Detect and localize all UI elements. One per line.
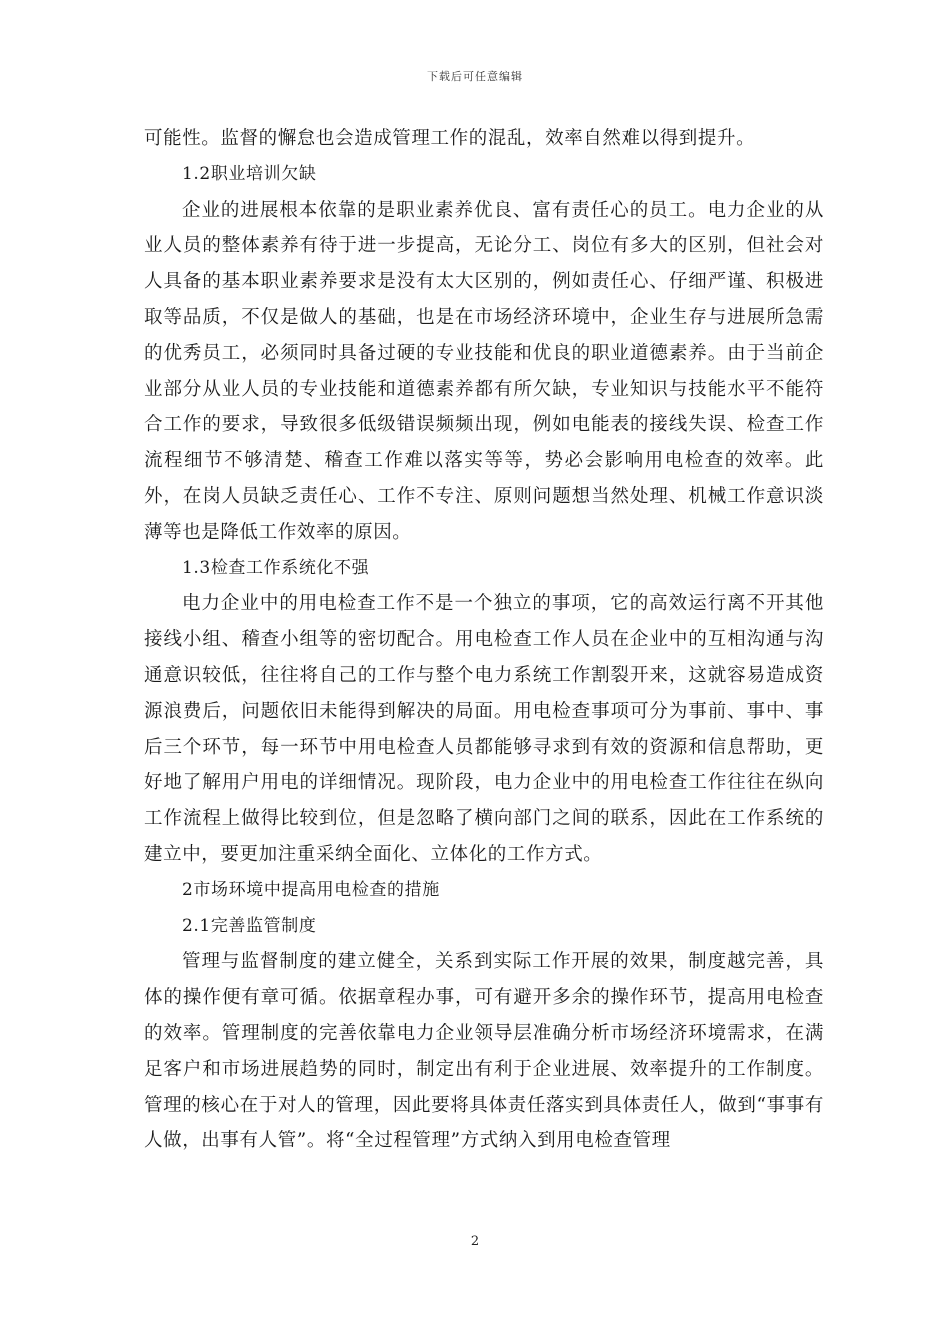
section-heading-1-3: 1.3检查工作系统化不强 xyxy=(182,557,370,578)
paragraph-system: 电力企业中的用电检查工作不是一个独立的事项，它的高效运行离不开其他接线小组、稽查小组等的密切配合。用电检查工作人员在企业中的互相沟通与沟通意识较低，往往将自己的工作与整个电力系统工作割裂开来，这就容易造成资源浪费后，问题依旧未能得到解决的局面。用电检查事项可分为事前、事中、事后三个环节，每一环节中用电检查人员都能够寻求到有效的资源和信息帮助，更好地了解用户用电的详细情况。现阶段，电力企业中的用电检查工作往往在纵向工作流程上做得比较到位，但是忽略了横向部门之间的联系，因此在工作系统的建立中，要更加注重采纳全面化、立体化的工作方式。 xyxy=(144,593,824,865)
paragraph-training: 企业的进展根本依靠的是职业素养优良、富有责任心的员工。电力企业的从业人员的整体素养有待于进一步提高，无论分工、岗位有多大的区别，但社会对人具备的基本职业素养要求是没有太大区别的，例如责任心、仔细严谨、积极进取等品质，不仅是做人的基础，也是在市场经济环境中，企业生存与进展所急需的优秀员工，必须同时具备过硬的专业技能和优良的职业道德素养。由于当前企业部分从业人员的专业技能和道德素养都有所欠缺，专业知识与技能水平不能符合工作的要求，导致很多低级错误频频出现，例如电能表的接线失误、检查工作流程细节不够清楚、稽查工作难以落实等等，势必会影响用电检查的效率。此外，在岗人员缺乏责任心、工作不专注、原则问题想当然处理、机械工作意识淡薄等也是降低工作效率的原因。 xyxy=(144,199,824,543)
paragraph-continuation: 可能性。监督的懈怠也会造成管理工作的混乱，效率自然难以得到提升。 xyxy=(144,128,756,149)
header-note: 下载后可任意编辑 xyxy=(427,70,523,83)
section-heading-2-1: 2.1完善监管制度 xyxy=(182,915,317,936)
section-heading-2: 2市场环境中提高用电检查的措施 xyxy=(182,879,440,900)
section-heading-1-2: 1.2职业培训欠缺 xyxy=(182,163,317,184)
page-number: 2 xyxy=(470,1234,480,1249)
document-body xyxy=(144,121,824,1159)
paragraph-supervision: 管理与监督制度的建立健全，关系到实际工作开展的效果，制度越完善，具体的操作便有章可循。依据章程办事，可有避开多余的操作环节，提高用电检查的效率。管理制度的完善依靠电力企业领导层准确分析市场经济环境需求，在满足客户和市场进展趋势的同时，制定出有利于企业进展、效率提升的工作制度。管理的核心在于对人的管理，因此要将具体责任落实到具体责任人，做到“事事有人做，出事有人管”。将“全过程管理”方式纳入到用电检查管理 xyxy=(144,951,824,1152)
